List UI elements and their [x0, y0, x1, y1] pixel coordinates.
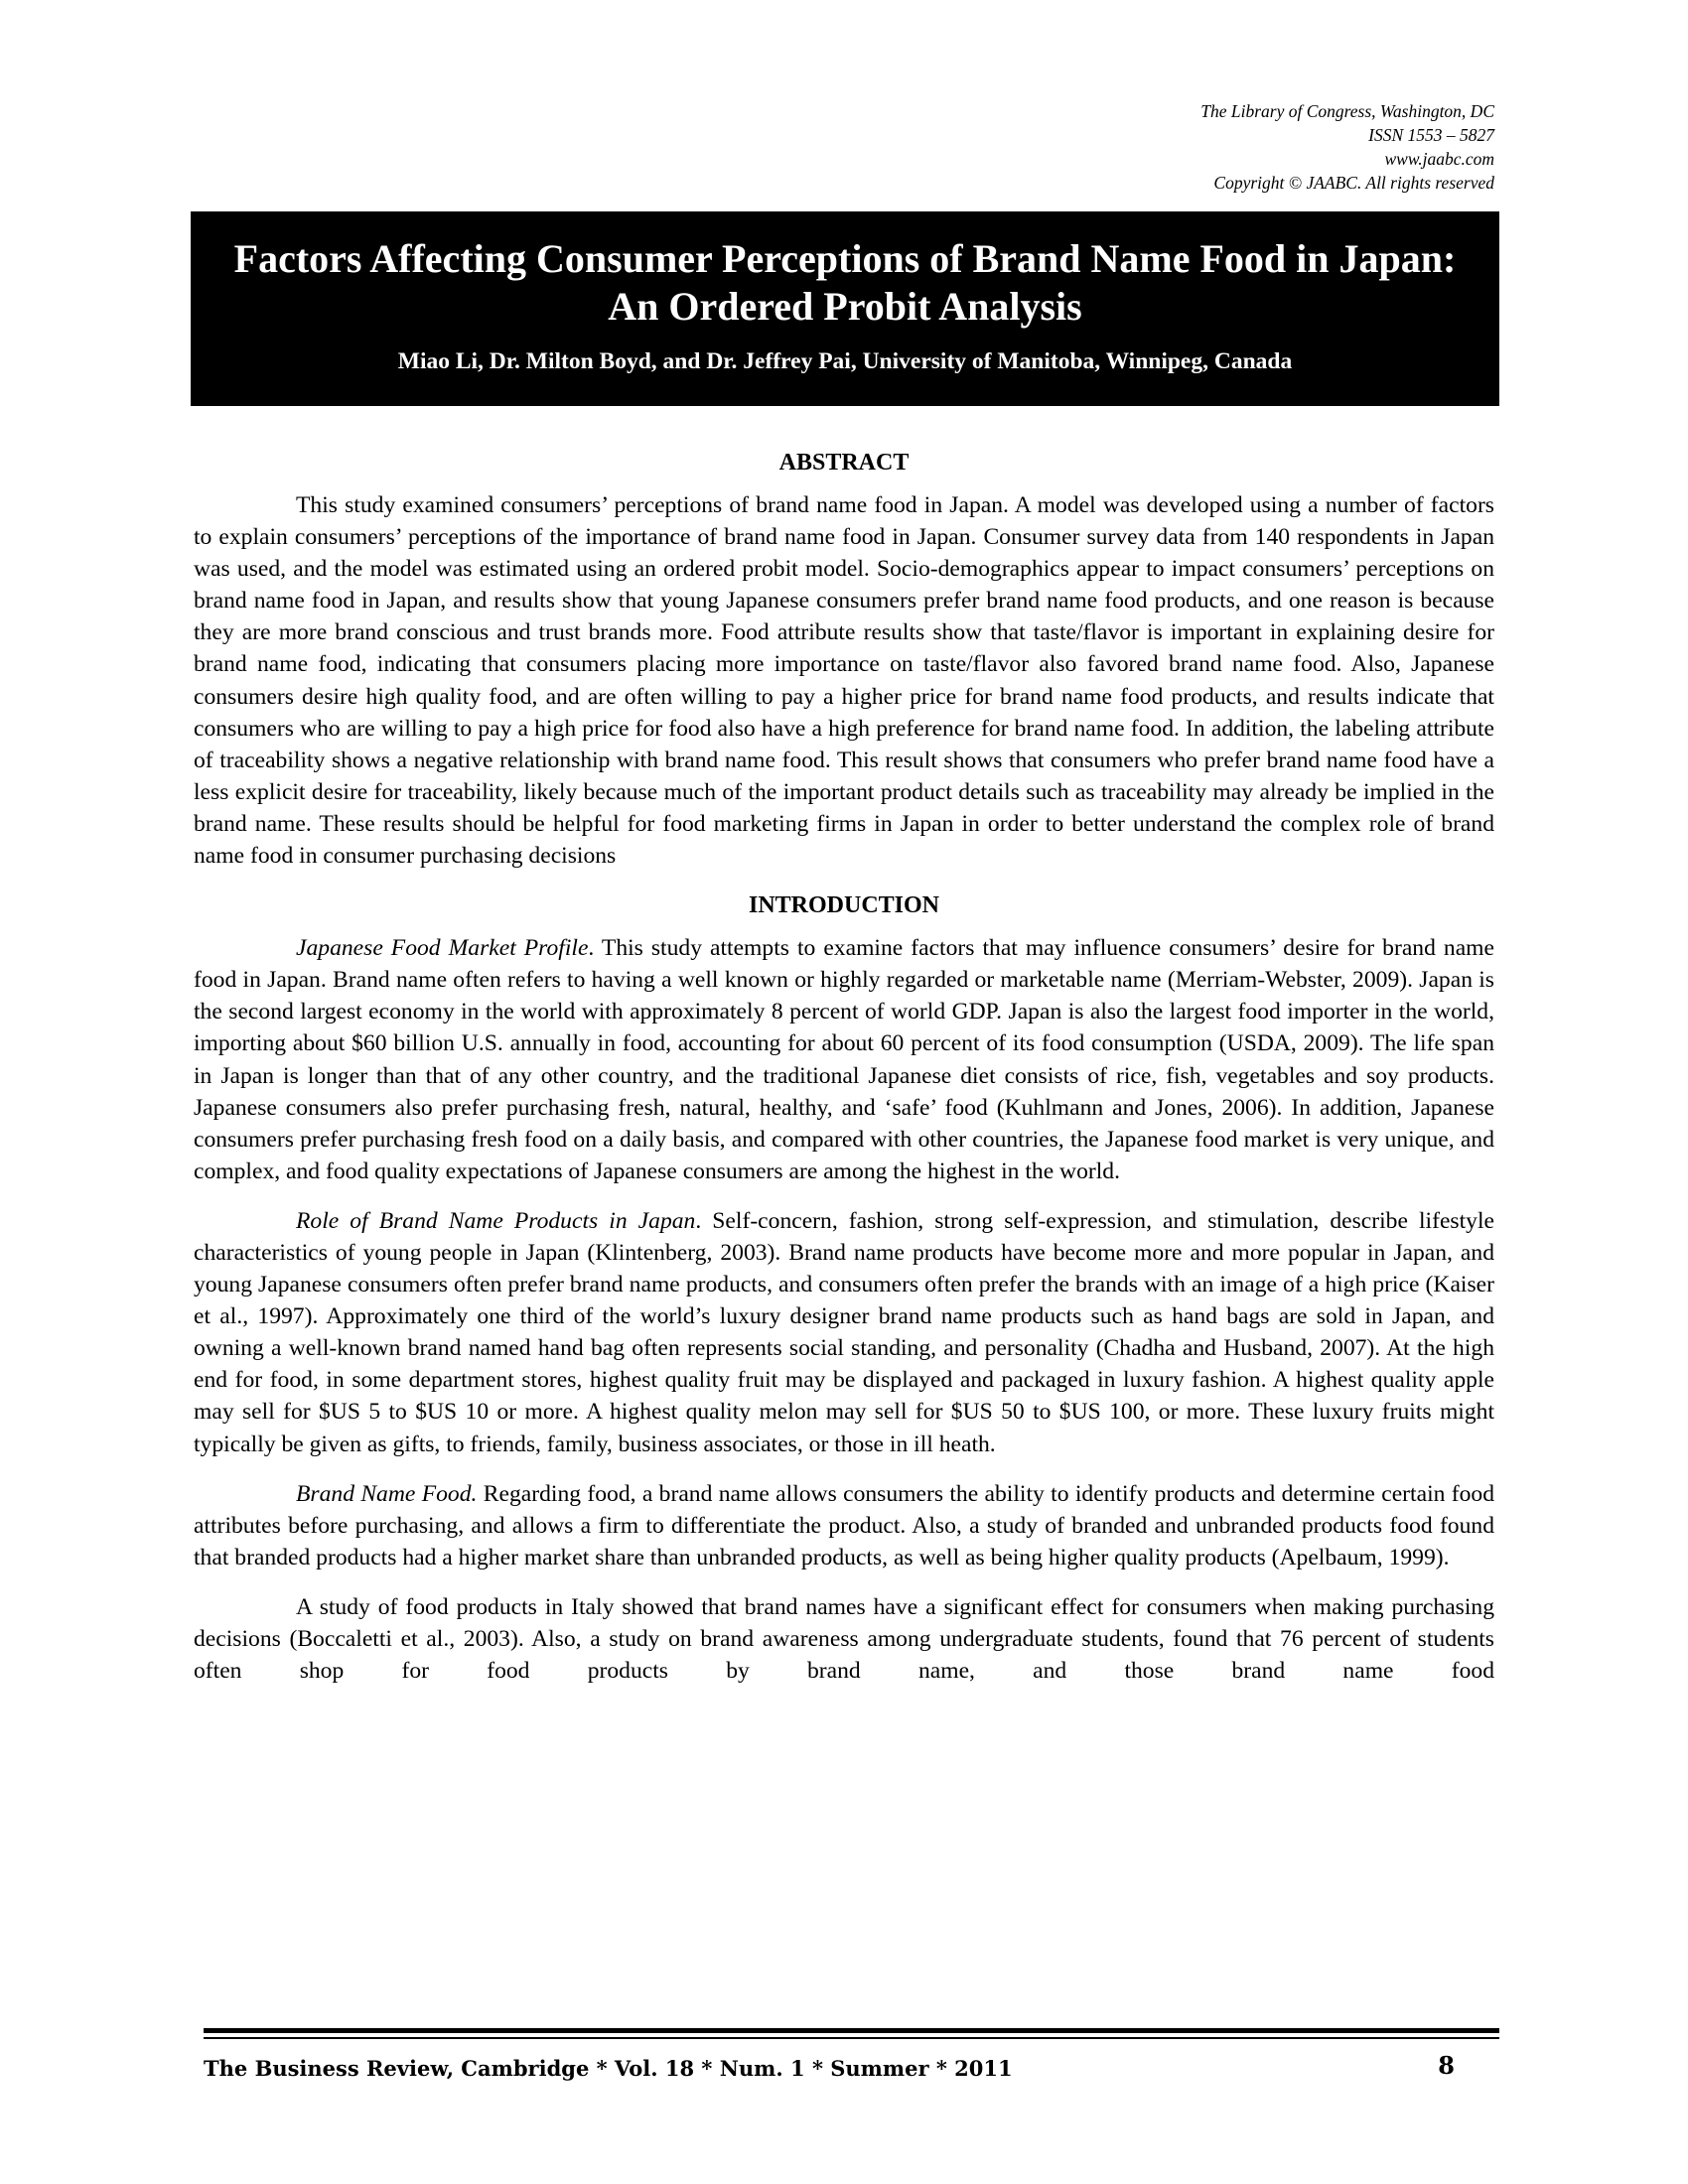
author-line: Miao Li, Dr. Milton Boyd, and Dr. Jeffrey Pai, University of Manitoba, Winnipeg, Canada: [397, 348, 1293, 374]
journal-masthead: [899, 99, 1494, 195]
paragraph-text-brand-name-food: Regarding food, a brand name allows consumers the ability to identify products and determine certain food attributes before purchasing, and allows a firm to differentiate the product. Also, a study of branded and unbranded products food found that branded products had a higher market share than unbranded products, as well as being higher quality products (Apelbaum, 1999).: [194, 1480, 1495, 1570]
masthead-issn: ISSN 1553 – 5827: [1368, 125, 1494, 145]
masthead-website: www.jaabc.com: [1384, 149, 1494, 169]
intro-paragraph-market-profile: [194, 932, 1494, 1187]
abstract-paragraph: This study examined consumers’ perceptions of brand name food in Japan. A model was developed using a number of factors to explain consumers’ perceptions of the importance of brand name food in Japan. Consumer survey data from 140 respondents in Japan was used, and the model was estimated using an ordered probit model. Socio-demographics appear to impact consumers’ perceptions on brand name food in Japan, and results show that young Japanese consumers prefer brand name food products, and one reason is because they are more brand conscious and trust brands more. Food attribute results show that taste/flavor is important in explaining desire for brand name food, indicating that consumers placing more importance on taste/flavor also favored brand name food. Also, Japanese consumers desire high quality food, and are often willing to pay a higher price for brand name food products, and results indicate that consumers who are willing to pay a high price for food also have a high preference for brand name food. In addition, the labeling attribute of traceability shows a negative relationship with brand name food. This result shows that consumers who prefer brand name food have a less explicit desire for traceability, likely because much of the important product details such as traceability may already be implied in the brand name. These results should be helpful for food marketing firms in Japan in order to better understand the complex role of brand name food in consumer purchasing decisions: [194, 492, 1494, 870]
intro-paragraph-italy-study: A study of food products in Italy showed that brand names have a significant effect for consumers when making purchasing decisions (Boccaletti et al., 2003). Also, a study on brand awareness among undergraduate students, found that 76 percent of students often shop for food products by brand name, and those brand name food: [194, 1593, 1494, 1685]
abstract-heading: ABSTRACT: [778, 450, 910, 476]
footer-divider-thick: [204, 2028, 1499, 2033]
paragraph-lead-market-profile: Japanese Food Market Profile: [296, 935, 589, 962]
intro-paragraph-brand-name-food: [194, 1478, 1494, 1573]
page-number: 8: [1438, 2051, 1455, 2080]
introduction-heading: INTRODUCTION: [748, 892, 940, 919]
paragraph-text-market-profile: . This study attempts to examine factors that may influence consumers’ desire for brand name food in Japan. Brand name often refers to having a well known or highly regarded or marketable name (Merriam-Webster, 2009). Japan is the second largest economy in the world with approximately 8 percent of world GDP. Japan is also the largest food importer in the world, importing about $60 billion U.S. annually in food, accounting for about 60 percent of its food consumption (USDA, 2009). The life span in Japan is longer than that of any other country, and the traditional Japanese diet consists of rice, fish, vegetables and soy products. Japanese consumers also prefer purchasing fresh, natural, healthy, and ‘safe’ food (Kuhlmann and Jones, 2006). In addition, Japanese consumers prefer purchasing fresh food on a daily basis, and compared with other countries, the Japanese food market is very unique, and complex, and food quality expectations of Japanese consumers are among the highest in the world.: [194, 935, 1494, 1184]
masthead-copyright: Copyright © JAABC. All rights reserved: [1213, 173, 1494, 193]
footer-journal-info: The Business Review, Cambridge * Vol. 18 * Num. 1 * Summer * 2011: [204, 2056, 1013, 2081]
paragraph-text-brand-role: . Self-concern, fashion, strong self-expression, and stimulation, describe lifestyle characteristics of young people in Japan (Klintenberg, 2003). Brand name products have become more and more popular in Japan, and young Japanese consumers often prefer brand name products, and consumers often prefer the brands with an image of a high price (Kaiser et al., 1997). Approximately one third of the world’s luxury designer brand name products such as hand bags are sold in Japan, and owning a well-known brand named hand bag often represents social standing, and personality (Chadha and Husband, 2007). At the high end for food, in some department stores, highest quality fruit may be displayed and packaged in luxury fashion. A highest quality apple may sell for $US 5 to $US 10 or more. A highest quality melon may sell for $US 50 to $US 100, or more. These luxury fruits might typically be given as gifts, to friends, family, business associates, or those in ill heath.: [194, 1207, 1494, 1457]
masthead-library: The Library of Congress, Washington, DC: [1200, 101, 1494, 121]
intro-paragraph-brand-role: [194, 1205, 1494, 1460]
footer-divider-thin: [204, 2037, 1499, 2039]
article-body: [194, 447, 1494, 1687]
paragraph-lead-brand-name-food: Brand Name Food.: [296, 1480, 478, 1507]
title-banner: [191, 211, 1499, 406]
paper-title: Factors Affecting Consumer Perceptions of Brand Name Food in Japan: An Ordered Probit Analysis: [233, 236, 1457, 329]
paragraph-lead-brand-role: Role of Brand Name Products in Japan: [296, 1207, 696, 1234]
